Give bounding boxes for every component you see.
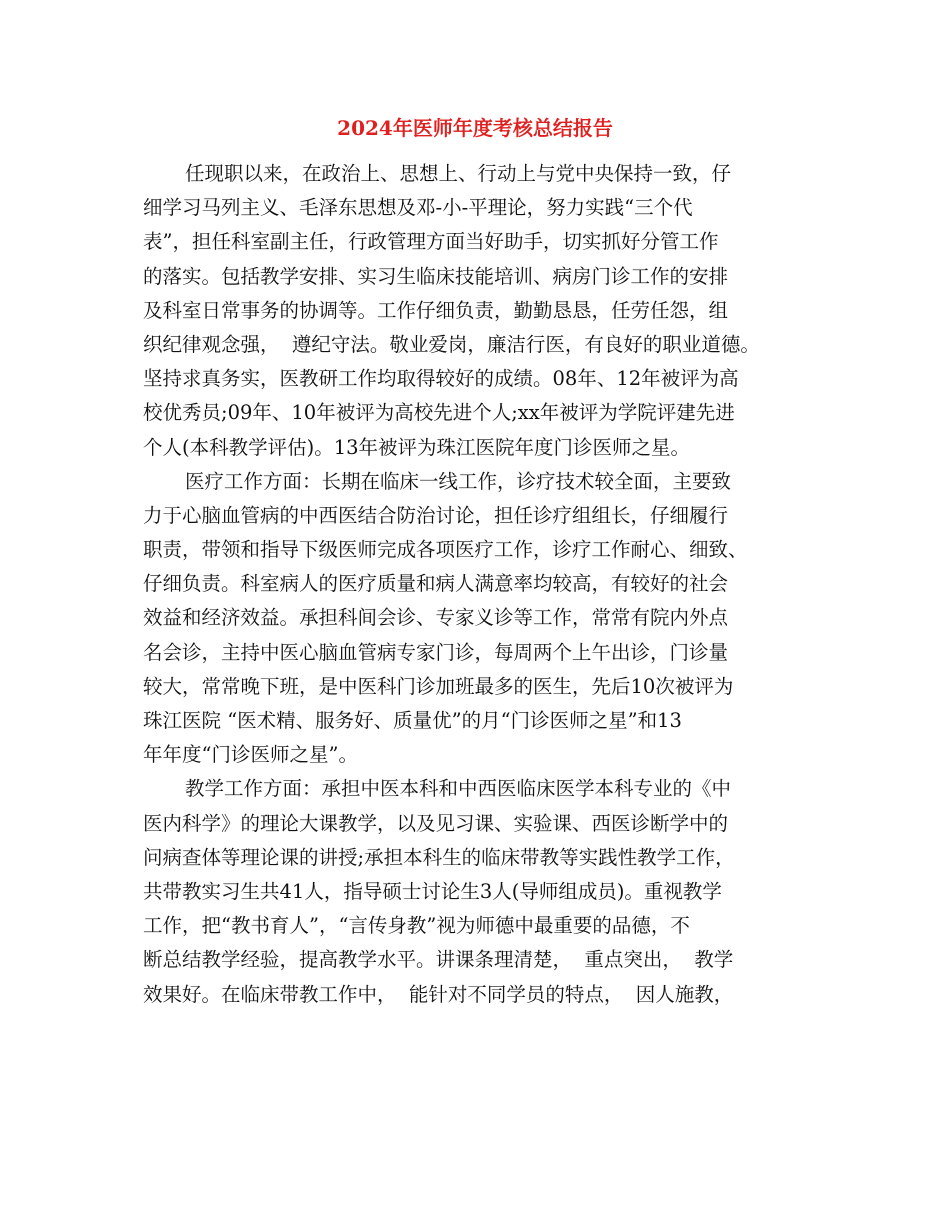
body-line: 工作，把“教书育人”，“言传身教”视为师德中最重要的品德，不 bbox=[143, 914, 690, 938]
document-body bbox=[143, 157, 823, 1012]
body-line: 共带教实习生共41人，指导硕士讨论生3人(导师组成员)。重视教学 bbox=[143, 879, 722, 903]
body-line: 较大，常常晚下班，是中医科门诊加班最多的医生，先后10次被评为 bbox=[143, 674, 734, 698]
body-line: 坚持求真务实，医教研工作均取得较好的成绩。08年、12年被评为高 bbox=[143, 367, 739, 391]
body-line: 效益和经济效益。承担科间会诊、专家义诊等工作，常常有院内外点 bbox=[143, 606, 729, 630]
body-line: 断总结教学经验，提高教学水平。讲课条理清楚， 重点突出， 教学 bbox=[143, 948, 734, 972]
body-line: 名会诊，主持中医心脑血管病专家门诊，每周两个上午出诊，门诊量 bbox=[143, 640, 729, 664]
body-line: 织纪律观念强， 遵纪守法。敬业爱岗，廉洁行医，有良好的职业道德。 bbox=[143, 332, 760, 356]
body-line: 细学习马列主义、毛泽东思想及邓-小-平理论，努力实践“三个代 bbox=[143, 196, 693, 220]
body-line: 力于心脑血管病的中西医结合防治讨论，担任诊疗组组长，仔细履行 bbox=[143, 503, 729, 527]
body-line: 效果好。在临床带教工作中， 能针对不同学员的特点， 因人施教， bbox=[143, 982, 734, 1006]
body-line: 珠江医院 “医术精、服务好、质量优”的月“门诊医师之星”和13 bbox=[143, 709, 682, 732]
body-line: 职责，带领和指导下级医师完成各项医疗工作，诊疗工作耐心、细致、 bbox=[143, 538, 748, 562]
body-line: 及科室日常事务的协调等。工作仔细负责，勤勤恳恳，任劳任怨，组 bbox=[143, 298, 729, 322]
body-line: 任现职以来，在政治上、思想上、行动上与党中央保持一致，仔 bbox=[185, 162, 732, 185]
body-line: 的落实。包括教学安排、实习生临床技能培训、病房门诊工作的安排 bbox=[143, 264, 729, 288]
body-line: 仔细负责。科室病人的医疗质量和病人满意率均较高，有较好的社会 bbox=[143, 572, 729, 596]
body-line: 个人(本科教学评估)。13年被评为珠江医院年度门诊医师之星。 bbox=[143, 435, 691, 459]
body-line: 问病查体等理论课的讲授;承担本科生的临床带教等实践性教学工作， bbox=[143, 845, 735, 869]
body-line: 年年度“门诊医师之星”。 bbox=[143, 743, 358, 767]
body-line: 医疗工作方面：长期在临床一线工作，诊疗技术较全面，主要致 bbox=[185, 469, 732, 493]
document-title: 2024年医师年度考核总结报告 bbox=[337, 116, 613, 140]
body-line: 校优秀员;09年、10年被评为高校先进个人;xx年被评为学院评建先进 bbox=[143, 401, 735, 425]
body-line: 教学工作方面：承担中医本科和中西医临床医学本科专业的《中 bbox=[185, 777, 732, 801]
body-line: 表”，担任科室副主任，行政管理方面当好助手，切实抓好分管工作 bbox=[143, 230, 719, 254]
body-line: 医内科学》的理论大课教学，以及见习课、实验课、西医诊断学中的 bbox=[143, 811, 729, 835]
